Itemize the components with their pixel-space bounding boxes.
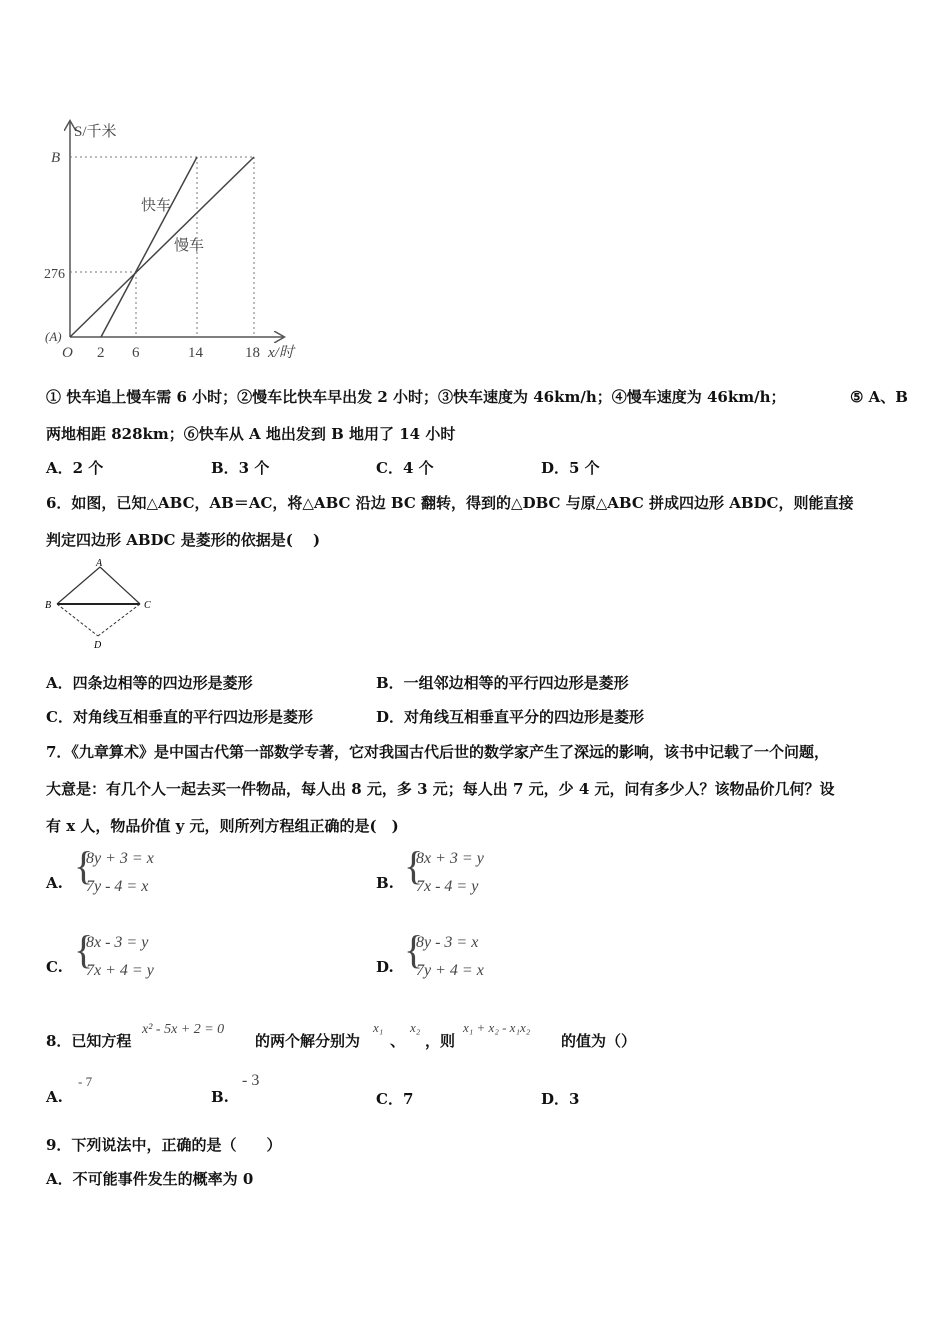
q6-stem: 6．如图，已知△ABC，AB＝AC，将△ABC 沿边 BC 翻转，得到的△DBC 与原△ABC 拼成四边形 ABDC，则能直接 <box>46 494 854 512</box>
equation: 7x - 4 = y <box>416 878 479 895</box>
variable: x₂ <box>410 1020 421 1035</box>
equation: 7y - 4 = x <box>86 878 149 895</box>
q5-option-b[interactable]: B．3 个 <box>211 459 270 477</box>
vertex-d-label: D <box>94 640 102 650</box>
q5-statements: ① 快车追上慢车需 6 小时；②慢车比快车早出发 2 小时；③快车速度为 46km/h；④慢车速度为 46km/h； <box>46 388 786 406</box>
option-label: B. <box>211 1088 229 1106</box>
q6-stem: 判定四边形 ABDC 是菱形的依据是( ) <box>46 531 321 549</box>
stem-text: 、 <box>390 1032 406 1050</box>
option-label: A. <box>46 1088 63 1106</box>
q6-option-d[interactable]: D．对角线互相垂直平分的四边形是菱形 <box>376 708 645 726</box>
x-tick: 18 <box>245 345 260 361</box>
vertex-b-label: B <box>45 600 52 611</box>
stem-text: ，则 <box>425 1032 456 1050</box>
brace-icon: { <box>74 927 94 972</box>
option-value: - 7 <box>78 1074 93 1089</box>
rhombus-figure <box>40 555 160 650</box>
q7-stem: 有 x 人，物品价值 y 元，则所列方程组正确的是( ) <box>46 817 399 835</box>
vertex-c-label: C <box>144 600 151 611</box>
equation: 8y - 3 = x <box>416 934 479 951</box>
q5-option-a[interactable]: A．2 个 <box>46 459 104 477</box>
vertex-a-label: A <box>96 558 103 569</box>
equation: 7x + 4 = y <box>86 962 154 979</box>
expression: x₁ + x₂ - x₁x₂ <box>463 1020 531 1035</box>
brace-icon: { <box>404 927 424 972</box>
stem-text: 的两个解分别为 <box>255 1032 361 1050</box>
y-tick-b: B <box>51 150 61 166</box>
equation: 7y + 4 = x <box>416 962 484 979</box>
q6-option-b[interactable]: B．一组邻边相等的平行四边形是菱形 <box>376 674 629 692</box>
option-label: B. <box>376 874 394 892</box>
y-tick-276: 276 <box>44 267 65 282</box>
equation: 8y + 3 = x <box>86 850 154 867</box>
stem-text: 的值为（） <box>561 1032 637 1050</box>
stem-text: 8．已知方程 <box>46 1032 132 1050</box>
q5-statements: 两地相距 828km；⑥快车从 A 地出发到 B 地用了 14 小时 <box>46 425 456 443</box>
q8-option-d[interactable]: D．3 <box>541 1090 580 1108</box>
x-axis-label: x/时 <box>268 345 294 361</box>
q7-stem: 大意是：有几个人一起去买一件物品，每人出 8 元，多 3 元；每人出 7 元，少 4 元，问有多少人？该物品价几何？设 <box>46 780 835 798</box>
slow-car-line <box>70 157 254 337</box>
option-label: A. <box>46 874 63 892</box>
slow-car-label: 慢车 <box>174 238 205 254</box>
q5-option-d[interactable]: D．5 个 <box>541 459 600 477</box>
x-tick: 6 <box>132 345 140 361</box>
distance-time-graph <box>0 0 330 370</box>
x-tick: 2 <box>97 345 105 361</box>
fast-car-label: 快车 <box>141 198 172 214</box>
q5-option-c[interactable]: C．4 个 <box>376 459 434 477</box>
q9-stem: 9．下列说法中，正确的是（ ） <box>46 1136 282 1154</box>
variable: x₁ <box>373 1020 384 1035</box>
option-value: - 3 <box>242 1072 260 1089</box>
option-label: C. <box>46 958 63 976</box>
y-axis-label: S/千米 <box>74 124 117 140</box>
q5-statements: ⑤ A、B <box>850 388 908 406</box>
q7-stem: 7．《九章算术》是中国古代第一部数学专著，它对我国古代后世的数学家产生了深远的影响，该书中记载了一个问题， <box>46 743 829 761</box>
q6-option-c[interactable]: C．对角线互相垂直的平行四边形是菱形 <box>46 708 313 726</box>
q9-option-a[interactable]: A．不可能事件发生的概率为 0 <box>46 1170 254 1188</box>
option-label: D. <box>376 958 394 976</box>
q8-option-c[interactable]: C．7 <box>376 1090 414 1108</box>
equation: 8x - 3 = y <box>86 934 149 951</box>
origin-point-label: (A) <box>45 329 62 344</box>
brace-icon: { <box>404 843 424 888</box>
origin-label: O <box>62 345 73 361</box>
x-tick: 14 <box>188 345 203 361</box>
equation: x² - 5x + 2 = 0 <box>142 1022 225 1037</box>
q6-option-a[interactable]: A．四条边相等的四边形是菱形 <box>46 674 253 692</box>
brace-icon: { <box>74 843 94 888</box>
equation: 8x + 3 = y <box>416 850 484 867</box>
